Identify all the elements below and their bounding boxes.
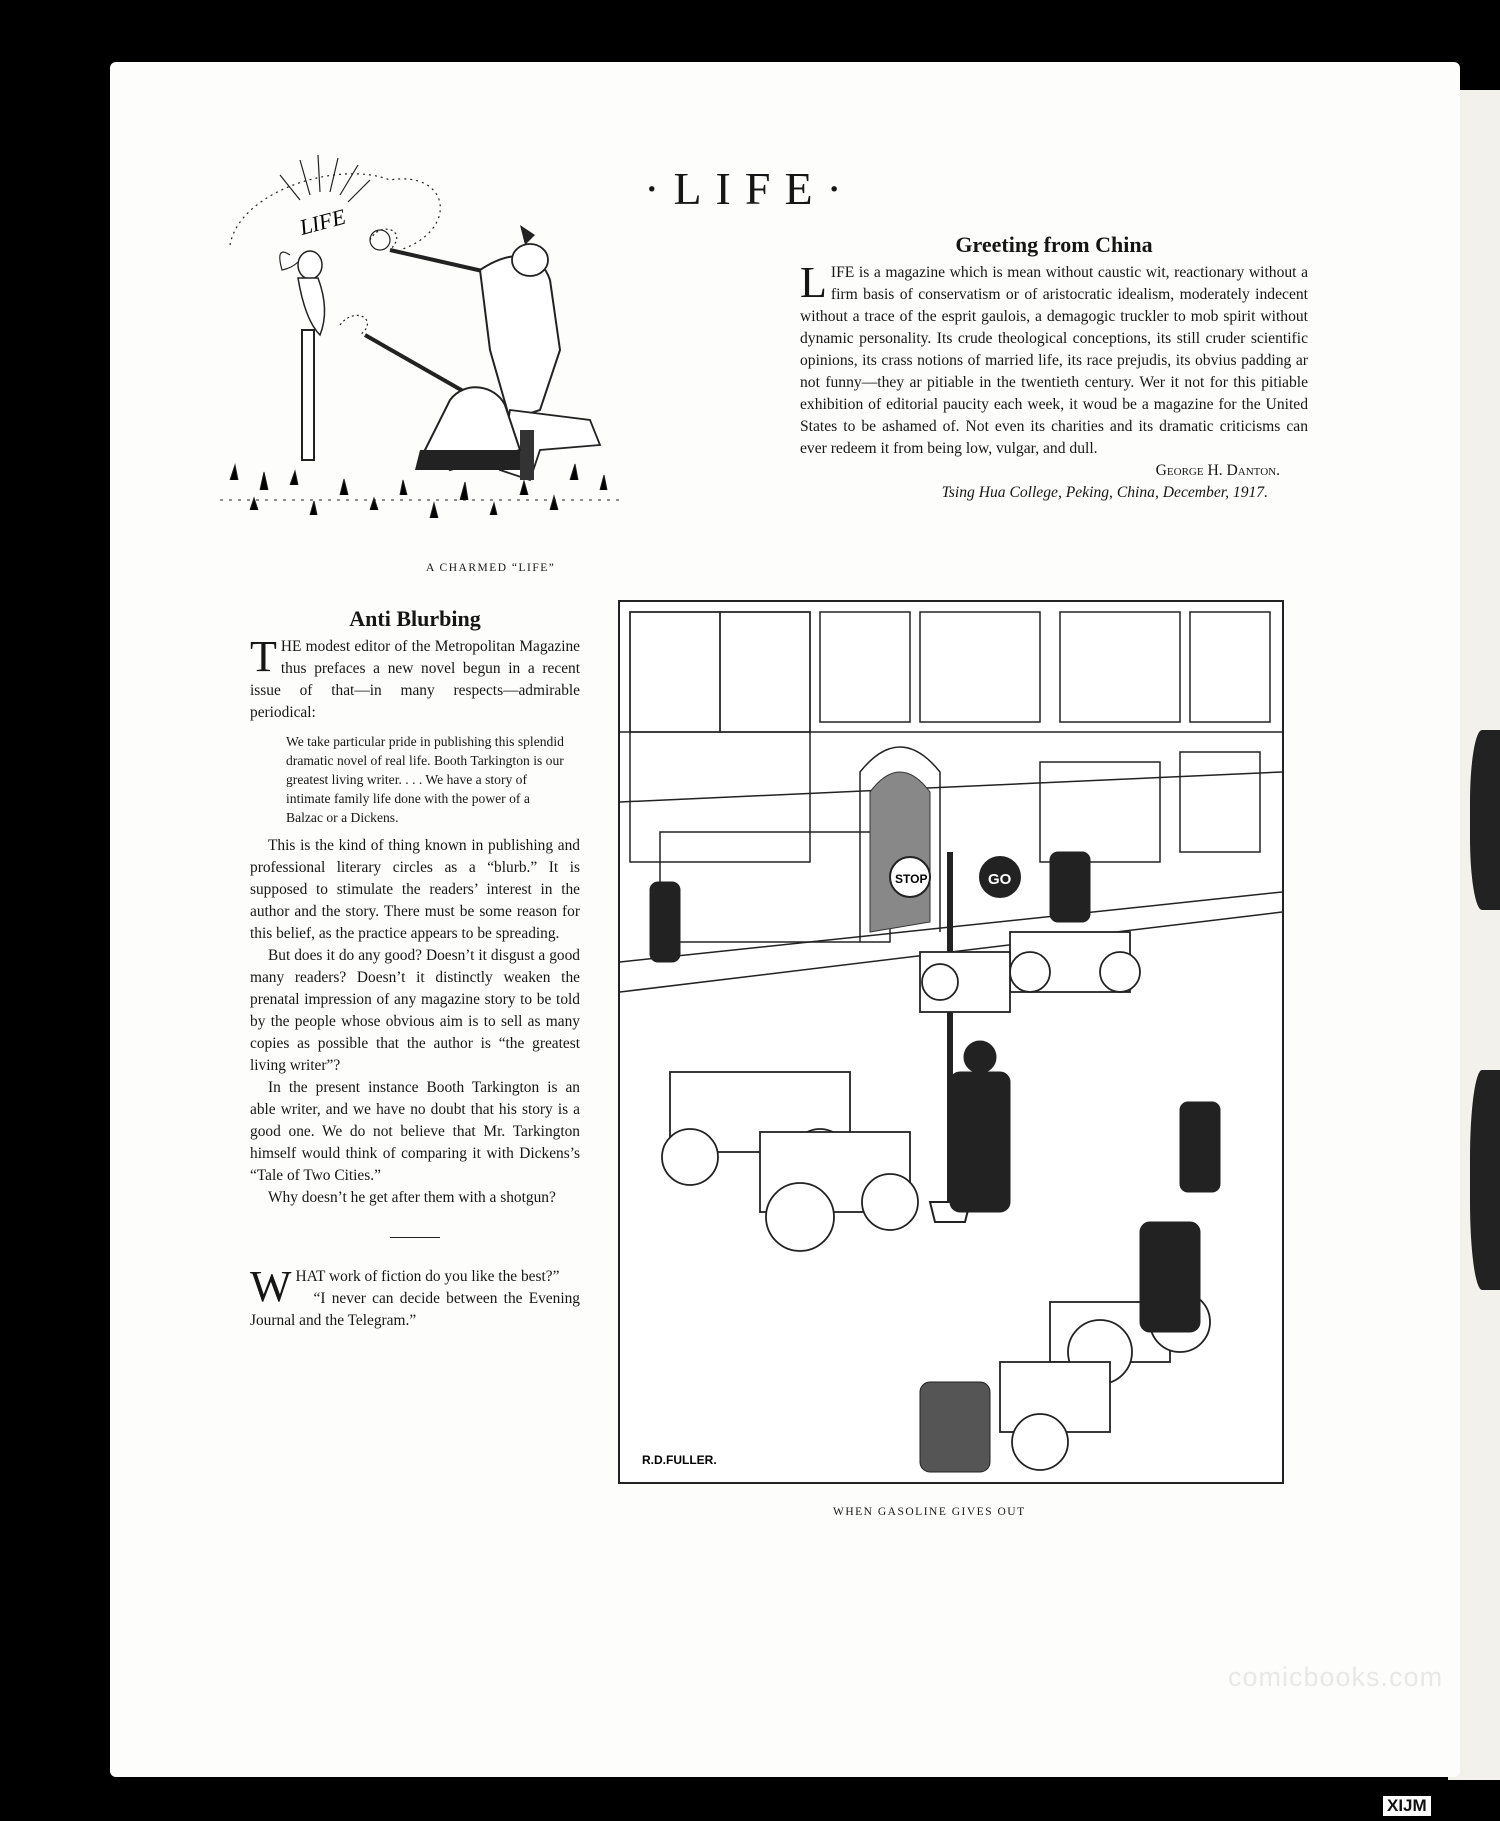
author-place-date: Tsing Hua College, Peking, China, December, 1917. [941, 484, 1268, 501]
sign-stop: STOP [895, 872, 928, 886]
caption-gasoline: WHEN GASOLINE GIVES OUT [833, 1506, 1026, 1518]
masthead: ·LIFE· [644, 163, 856, 214]
life-sign-text: LIFE [296, 203, 349, 240]
drop-cap: L [800, 258, 827, 307]
sign-go: GO [988, 871, 1012, 888]
article-intro: HE modest editor of the Metropolitan Magazine thus prefaces a new novel begun in a recent issue of that—in many respects—admirable periodical: [250, 638, 580, 721]
cartoon-gasoline [618, 600, 1284, 1484]
drop-cap: T [250, 632, 277, 681]
joke-line: “I never can decide between the Evening Journal and the Telegram.” [250, 1290, 580, 1329]
watermark: comicbooks.com [1228, 1662, 1444, 1692]
article-paragraph: This is the kind of thing known in publishing and professional literary circles as a “blurb.” It is supposed to stimulate the readers’ interest in the author and the story. There must be some reason for this belief, as the practice appears to be spreading. [250, 837, 580, 942]
page-number: XIJM [1383, 1796, 1431, 1816]
article-anti-blurbing [250, 608, 580, 1332]
cartoon-drawing [620, 602, 1282, 1482]
article-paragraph: In the present instance Booth Tarkington is an able writer, and we have no doubt that his story is a good one. We do not believe that Mr. Tarkington himself would think of comparing it with Dickens’s “Tale of Two Cities.” [250, 1079, 580, 1184]
article-paragraph: Why doesn’t he get after them with a shotgun? [268, 1189, 556, 1206]
drop-cap: W [250, 1262, 292, 1311]
article-title: Anti Blurbing [349, 606, 481, 631]
article-body: IFE is a magazine which is mean without caustic wit, reactionary without a firm basis of conservatism or of aristocratic idealism, moderately indecent without a trace of the esprit gaulois, a demagogic truckler to mob spirit without dynamic personality. Its crude theological conceptions, its still cruder scientific opinions, its crass notions of married life, its race prejudis, its obvius padding ar not funny—they ar pitiable in the twentieth century. Wer it not for this pitiable exhibition of editorial paucity each week, it woud be a magazine for the United States to be ashamed of. Not even its charities and its dramatic criticisms can ever redeem it from being low, vulgar, and dull. [800, 264, 1308, 457]
article-paragraph: But does it do any good? Doesn’t it disgust a good many readers? Doesn’t it distinctly weaken the prenatal impression of any magazine story to be told by the people whose obvious aim is to sell as many copies as possible that the author is “the greatest living writer”? [250, 947, 580, 1074]
article-greeting-from-china [800, 234, 1308, 504]
blurb-quote: We take particular pride in publishing this splendid dramatic novel of real life. Booth Tarkington is our greatest living writer. . . . We have a story of intimate family life done with the power of a Balzac or a Dickens. [286, 734, 564, 825]
author-signature: George H. Danton. [1155, 462, 1280, 479]
cartoon-charmed-life [220, 150, 620, 560]
section-divider [390, 1237, 440, 1238]
caption-charmed-life: A CHARMED “LIFE” [426, 562, 556, 574]
article-title: Greeting from China [955, 232, 1153, 257]
joke-line: HAT work of fiction do you like the best?” [295, 1268, 560, 1285]
artist-signature: R.D.FULLER. [642, 1453, 717, 1467]
